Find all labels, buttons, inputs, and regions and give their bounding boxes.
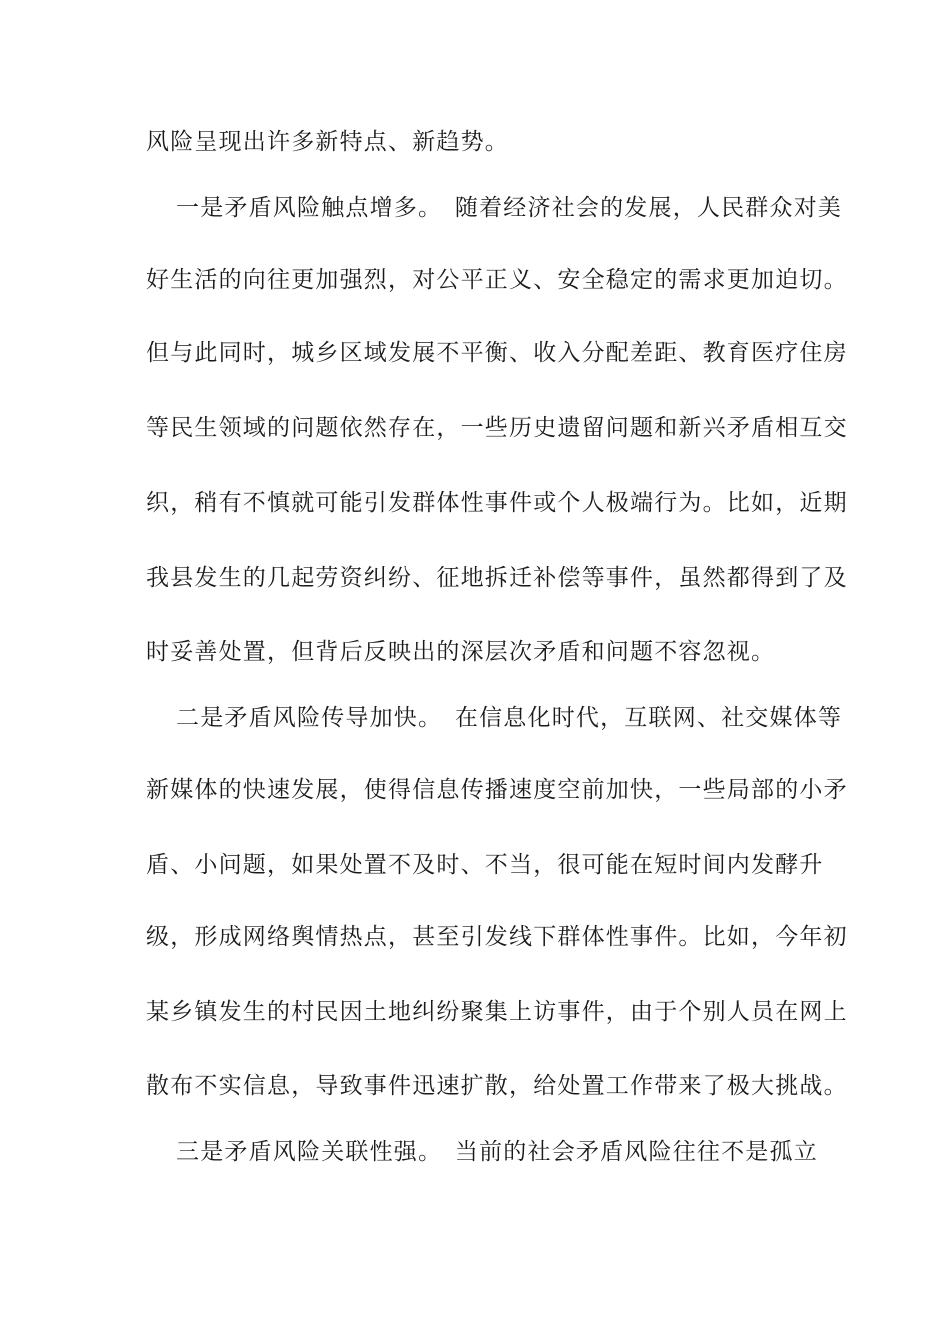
- text-line: 等民生领域的问题依然存在，一些历史遗留问题和新兴矛盾相互交: [146, 415, 848, 441]
- paragraph-heading-line: 一是矛盾风险触点增多。 随着经济社会的发展，人民群众对美: [176, 195, 843, 221]
- text-line: 风险呈现出许多新特点、新趋势。: [146, 129, 509, 155]
- paragraph-heading-line: 三是矛盾风险关联性强。 当前的社会矛盾风险往往不是孤立: [176, 1139, 818, 1165]
- text-line: 织，稍有不慎就可能引发群体性事件或个人极端行为。比如，近期: [146, 490, 848, 516]
- text-line: 好生活的向往更加强烈，对公平正义、安全稳定的需求更加迫切。: [146, 267, 848, 293]
- text-line: 盾、小问题，如果处置不及时、不当，很可能在短时间内发酵升: [146, 852, 824, 878]
- text-line: 级，形成网络舆情热点，甚至引发线下群体性事件。比如，今年初: [146, 924, 848, 950]
- text-line: 我县发生的几起劳资纠纷、征地拆迁补偿等事件，虽然都得到了及: [146, 565, 848, 591]
- paragraph-heading-line: 二是矛盾风险传导加快。 在信息化时代，互联网、社交媒体等: [176, 705, 843, 731]
- text-line: 时妥善处置，但背后反映出的深层次矛盾和问题不容忽视。: [146, 639, 776, 665]
- text-line: 散布不实信息，导致事件迅速扩散，给处置工作带来了极大挑战。: [146, 1073, 848, 1099]
- text-line: 但与此同时，城乡区域发展不平衡、收入分配差距、教育医疗住房: [146, 340, 848, 366]
- text-line: 某乡镇发生的村民因土地纠纷聚集上访事件，由于个别人员在网上: [146, 999, 848, 1025]
- text-line: 新媒体的快速发展，使得信息传播速度空前加快，一些局部的小矛: [146, 777, 848, 803]
